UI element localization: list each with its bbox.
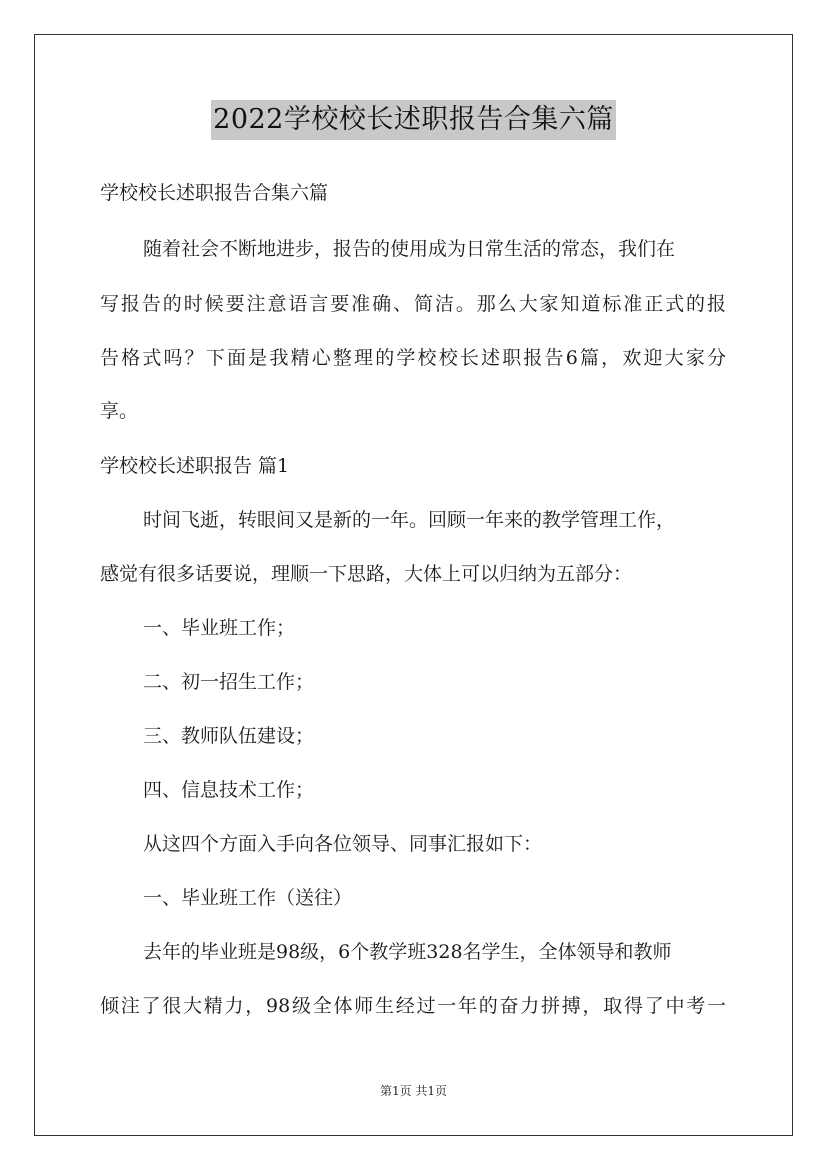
list-item: 二、初一招生工作； [143,671,315,693]
paragraph-line: 去年的毕业班是98级，6个教学班328名学生，全体领导和教师 [143,941,672,963]
section-heading: 学校校长述职报告 篇1 [100,455,290,477]
paragraph-line: 从这四个方面入手向各位领导、同事汇报如下： [143,833,543,855]
paragraph-line: 告格式吗？下面是我精心整理的学校校长述职报告6篇，欢迎大家分 [100,347,726,369]
list-item: 一、毕业班工作； [143,617,296,639]
section-heading: 一、毕业班工作（送往） [143,887,353,909]
paragraph-line: 享。 [100,400,139,422]
title-container [0,100,827,140]
list-item: 四、信息技术工作； [143,779,315,801]
list-item: 三、教师队伍建设； [143,725,315,747]
paragraph-line: 时间飞逝，转眼间又是新的一年。回顾一年来的教学管理工作， [143,509,676,531]
paragraph-line: 写报告的时候要注意语言要准确、简洁。那么大家知道标准正式的报 [100,293,726,315]
document-subtitle: 学校校长述职报告合集六篇 [100,182,329,204]
document-title: 2022学校校长述职报告合集六篇 [211,100,616,140]
paragraph-line: 倾注了很大精力，98级全体师生经过一年的奋力拼搏，取得了中考一 [100,995,726,1017]
paragraph-line: 随着社会不断地进步，报告的使用成为日常生活的常态，我们在 [143,238,676,260]
page-footer: 第1页 共1页 [379,1084,448,1098]
paragraph-line: 感觉有很多话要说，理顺一下思路，大体上可以归纳为五部分： [100,563,633,585]
